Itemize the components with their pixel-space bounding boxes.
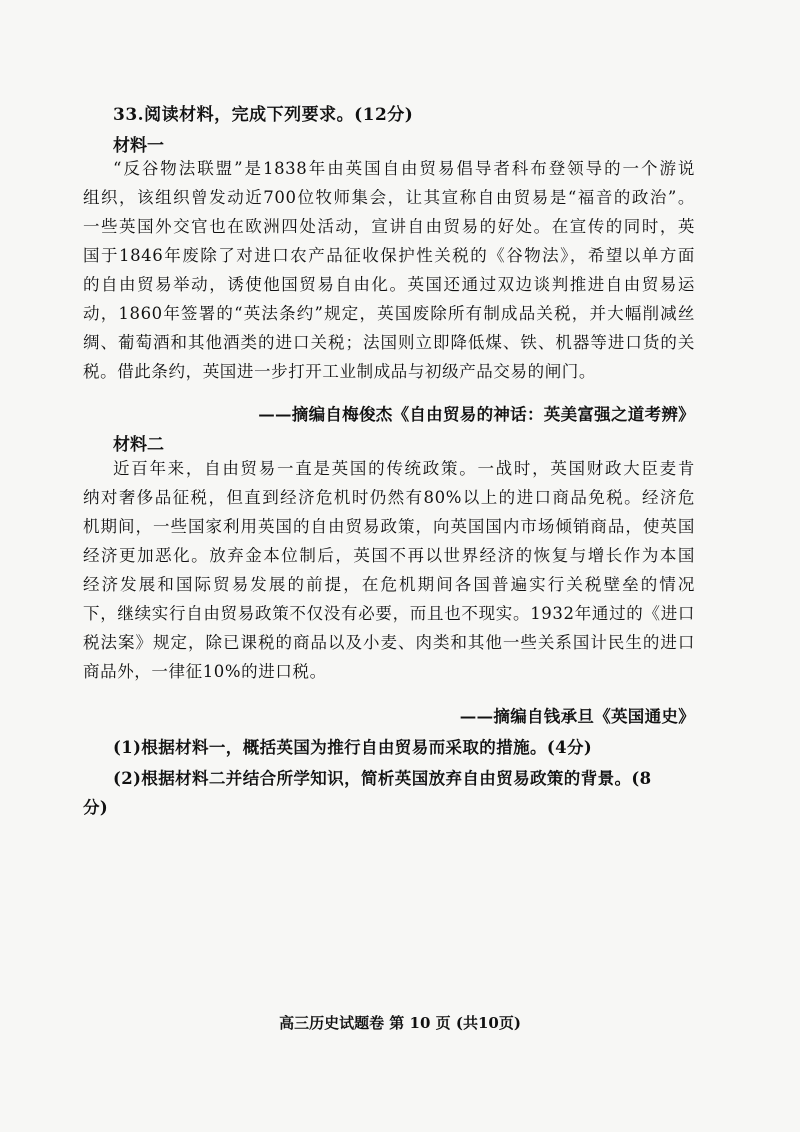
task-2-line2: 分): [83, 798, 109, 817]
material1-line: 国于1846年废除了对进口农产品征收保护性关税的《谷物法》，希望以单方面: [83, 246, 695, 265]
task-1: (1)根据材料一，概括英国为推行自由贸易而采取的措施。(4分): [113, 738, 593, 757]
material2-line: 税法案》规定，除已课税的商品以及小麦、肉类和其他一些关系国计民生的进口: [83, 633, 695, 652]
material1-line: 的自由贸易举动，诱使他国贸易自由化。英国还通过双边谈判推进自由贸易运: [83, 275, 695, 294]
material1-title: 材料一: [113, 136, 164, 156]
material2-line: 经济更加恶化。放弃金本位制后，英国不再以世界经济的恢复与增长作为本国: [83, 546, 695, 565]
material1-line: 税。借此条约，英国进一步打开工业制成品与初级产品交易的闸门。: [83, 362, 596, 381]
material2-title: 材料二: [113, 435, 164, 455]
material2-line: 近百年来，自由贸易一直是英国的传统政策。一战时，英国财政大臣麦肯: [113, 459, 695, 478]
material2-line: 机期间，一些国家利用英国的自由贸易政策，向英国国内市场倾销商品，使英国: [83, 517, 695, 536]
material2-line: 经济发展和国际贸易发展的前提，在危机期间各国普遍实行关税壁垒的情况: [83, 575, 695, 594]
material1-line: “反谷物法联盟”是1838年由英国自由贸易倡导者科布登领导的一个游说: [113, 159, 695, 178]
material2-line: 下，继续实行自由贸易政策不仅没有必要，而且也不现实。1932年通过的《进口: [83, 604, 695, 623]
question-heading: 33.阅读材料，完成下列要求。(12分): [113, 105, 414, 125]
material1-line: 绸、葡萄酒和其他酒类的进口关税；法国则立即降低煤、铁、机器等进口货的关: [83, 333, 695, 352]
material1-line: 动，1860年签署的“英法条约”规定，英国废除所有制成品关税，并大幅削减丝: [83, 304, 695, 323]
material2-source: ——摘编自钱承旦《英国通史》: [459, 707, 695, 726]
material2-line: 商品外，一律征10%的进口税。: [83, 662, 327, 681]
material1-line: 组织，该组织曾发动近700位牧师集会，让其宣称自由贸易是“福音的政治”。: [83, 188, 695, 207]
page-footer: 高三历史试题卷 第 10 页 (共10页): [279, 1014, 521, 1032]
material2-line: 纳对奢侈品征税，但直到经济危机时仍然有80%以上的进口商品免税。经济危: [83, 488, 695, 507]
task-2-line1: (2)根据材料二并结合所学知识，简析英国放弃自由贸易政策的背景。(8: [113, 769, 652, 788]
material1-source: ——摘编自梅俊杰《自由贸易的神话：英美富强之道考辨》: [258, 405, 695, 424]
material1-line: 一些英国外交官也在欧洲四处活动，宣讲自由贸易的好处。在宣传的同时，英: [83, 217, 695, 236]
